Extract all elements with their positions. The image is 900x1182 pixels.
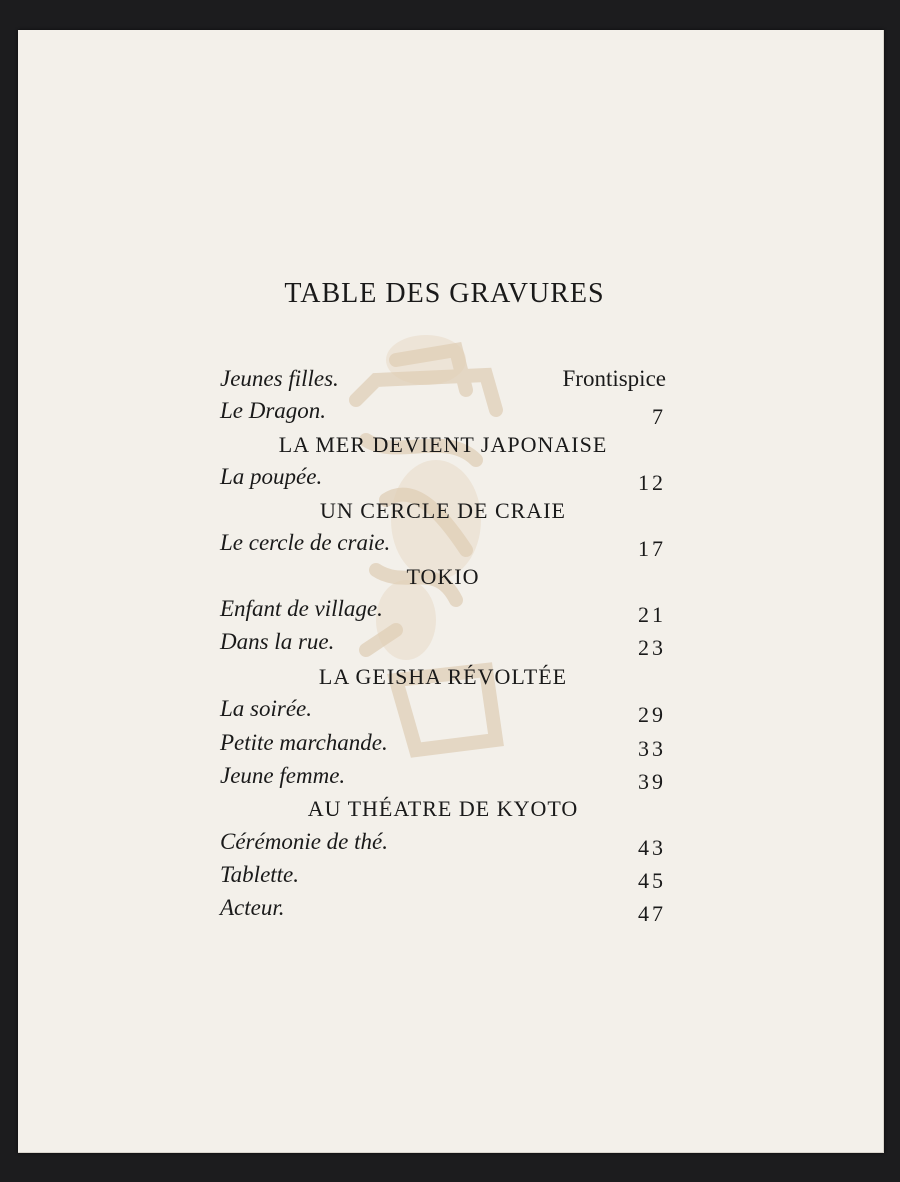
plate-title: La soirée. [220,696,312,721]
list-item [220,728,666,762]
plate-page: Frontispice [562,366,666,391]
list-item [220,827,666,861]
section-heading: TOKIO [406,564,480,589]
plate-title: Enfant de village. [220,596,383,621]
plate-page: 23 [638,635,666,660]
plate-title: Jeune femme. [220,763,346,788]
section-heading: AU THÉATRE DE KYOTO [307,796,579,821]
plate-page: 12 [638,470,666,495]
list-item [220,627,666,661]
plate-title: Acteur. [220,895,285,920]
plate-title: Dans la rue. [220,629,335,654]
section-heading: LA MER DEVIENT JAPONAISE [278,432,608,457]
plate-page: 21 [638,602,666,627]
plate-title: Le cercle de craie. [220,530,391,555]
list-item [220,462,666,496]
table-of-plates [220,30,666,1152]
page-title: TABLE DES GRAVURES [284,278,605,309]
plate-title: Petite marchande. [220,730,388,755]
section-heading: UN CERCLE DE CRAIE [320,498,566,523]
plate-page: 7 [652,404,666,429]
list-item [220,860,666,894]
plate-page: 29 [638,702,666,727]
paper-sheet [18,30,884,1153]
plate-page: 39 [638,769,666,794]
list-item [220,396,666,430]
list-item [220,594,666,628]
plate-page: 47 [638,901,666,926]
plate-title: Tablette. [220,862,300,887]
plate-title: Le Dragon. [220,398,327,423]
plate-title: La poupée. [220,464,323,489]
plate-page: 43 [638,835,666,860]
list-item [220,528,666,562]
list-item [220,761,666,795]
section-heading: LA GEISHA RÉVOLTÉE [318,664,568,689]
plate-title: Cérémonie de thé. [220,829,388,854]
plate-title: Jeunes filles. [220,366,339,391]
plate-page: 45 [638,868,666,893]
list-item [220,364,666,398]
list-item [220,694,666,728]
plate-page: 33 [638,736,666,761]
plate-page: 17 [638,536,666,561]
list-item [220,893,666,927]
